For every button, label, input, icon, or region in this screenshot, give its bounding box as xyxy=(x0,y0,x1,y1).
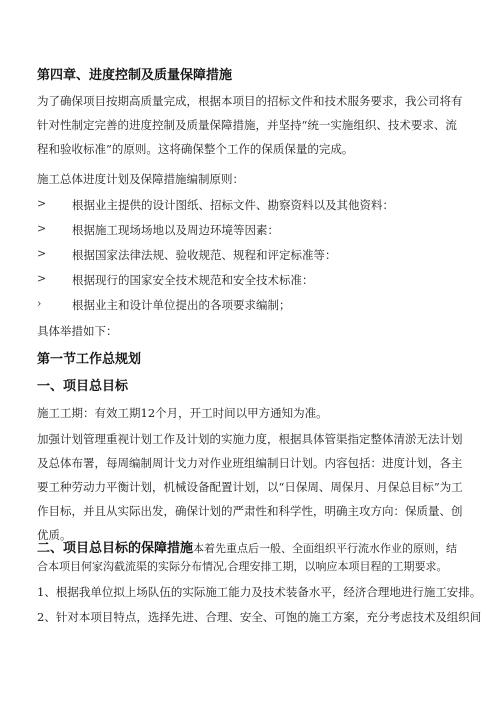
bullet-marker: > xyxy=(37,247,47,260)
measures-intro: 具体举措如下： xyxy=(37,324,118,338)
principles-heading: 施工总体进度计划及保障措施编制原则： xyxy=(37,172,244,186)
bullet-item: 根据施工现场场地以及周边环境等因素： xyxy=(72,223,279,237)
bullet-marker: > xyxy=(37,222,47,235)
intro-paragraph: 为了确保项目按期高质量完成，根据本项目的招标文件和技术服务要求，我公司将有针对性制定完善的进度控制及质量保障措施，并坚持“统一实施组织、技术要求、流程和验收标准”的原则。这将确保整个工作的保质保量的完成。 xyxy=(37,94,463,156)
subsection-2-text: 本着先重点后一般、全面组织平行流水作业的原则，结合本项目何家沟截流渠的实际分布情况,合理安排工期，以响应本项目程的工期要求。 xyxy=(37,542,458,573)
chapter-title: 第四章、进度控制及质量保障措施 xyxy=(37,68,233,83)
bullet-item: 根据现行的国家安全技术规范和安全技术标准： xyxy=(72,273,314,287)
duration-text: 施工工期：有效工期12个月，开工时间以甲方通知为准。 xyxy=(37,406,328,420)
bullet-marker: > xyxy=(37,272,47,285)
bullet-marker: > xyxy=(37,197,47,210)
list-item: 1、根据我单位拟上场队伍的实际施工能力及技术装备水平，经济合理地进行施工安排。 xyxy=(37,585,482,599)
plan-paragraph: 加强计划管理重视计划工作及计划的实施力度，根据具体管渠指定整体清淤无法计划及总体布署，每周编制周计戈力对作业班组编制日计划。内容包括：进度计划，各主要工种劳动力平衡计划，机械设备配置计划，以“日保周、周保月、月保总目标”为工作目标，并且从实际出发，确保计划的严肃性和科学性，明确主攻方向：保质量、创优质。 xyxy=(37,432,463,542)
section-title: 第一节工作总规划 xyxy=(37,352,142,367)
subsection-title: 一、项目总目标 xyxy=(37,379,129,394)
bullet-item: 根据国家法律法规、验收规范、规程和评定标准等： xyxy=(72,248,337,262)
bullet-item: 根据业主和设计单位提出的各项要求编制； xyxy=(72,298,291,312)
subsection-title: 二、项目总目标的保障措施 xyxy=(37,541,194,556)
subsection-2-block xyxy=(37,540,467,576)
list-item: 2、针对本项目特点，选择先进、合理、安全、可饱的施工方案，充分考虑技术及组织间 xyxy=(37,610,482,624)
bullet-item: 根据业主提供的设计图纸、招标文件、勘察资料以及其他资料： xyxy=(72,198,394,212)
bullet-marker: › xyxy=(37,297,42,310)
